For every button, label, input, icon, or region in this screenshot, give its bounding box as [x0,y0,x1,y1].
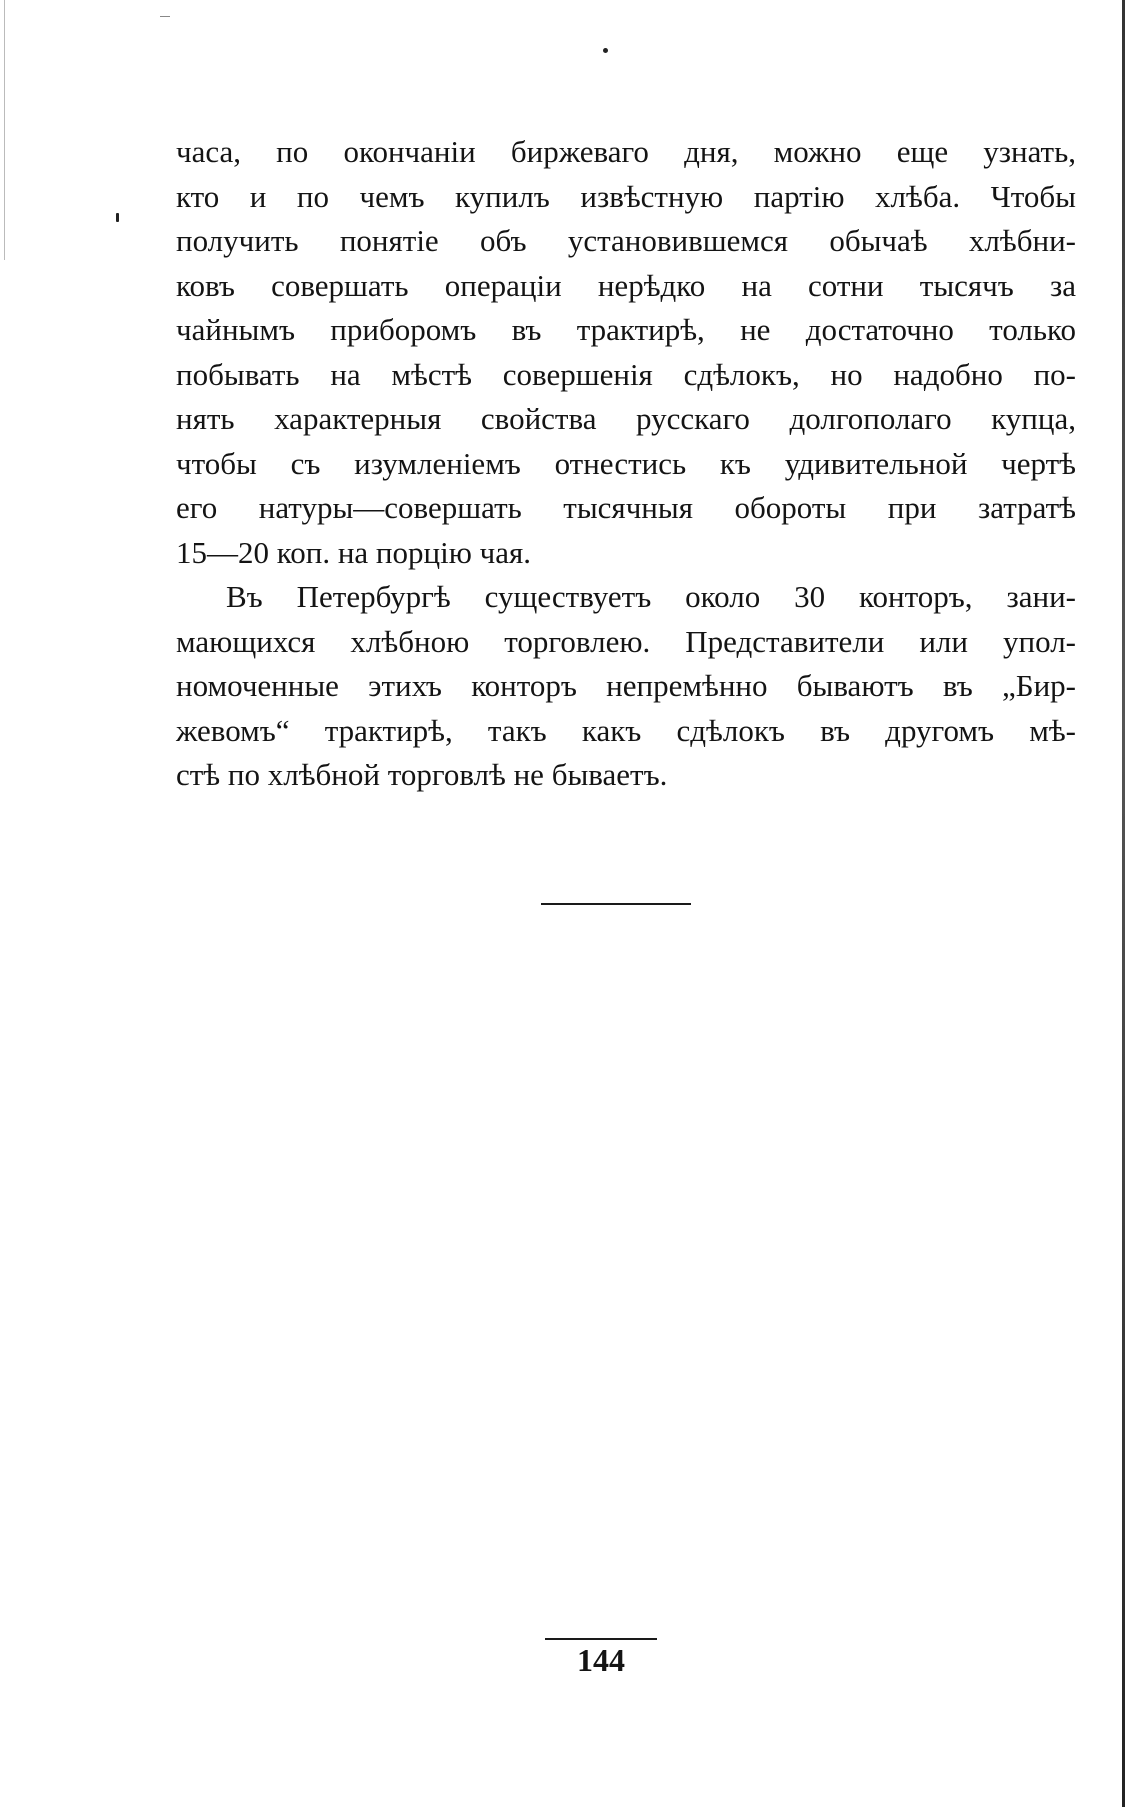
text-line: стѣ по хлѣбной торговлѣ не бываетъ. [176,757,668,792]
text-line: 15—20 коп. на порцiю чая. [176,534,531,570]
text-line: его натуры—совершать тысячныя обороты при затратѣ [176,490,1076,525]
section-divider [541,903,691,905]
text-line: жевомъ“ трактирѣ, такъ какъ сдѣлокъ въ другомъ мѣ- [176,712,1076,748]
scan-speck [160,16,170,17]
paragraph-2 [176,575,1076,798]
text-line: получить понятiе объ установившемся обычаѣ хлѣбни- [176,223,1076,258]
text-line: нять характерныя свойства русскаго долгополаго купца, [176,401,1076,436]
text-line: кто и по чемъ купилъ извѣстную партiю хлѣба. Чтобы [176,178,1076,214]
scan-edge-left [4,0,5,260]
scan-speck [116,213,119,222]
paragraph-1 [176,130,1076,575]
scan-speck [603,48,608,53]
text-line: мающихся хлѣбною торговлею. Представители или упол- [176,623,1076,659]
text-line: побывать на мѣстѣ совершенiя сдѣлокъ, но надобно по- [176,356,1076,392]
text-line: ковъ совершать операцiи нерѣдко на сотни тысячъ за [176,267,1076,303]
text-line: часа, по окончанiи биржеваго дня, можно еще узнать, [176,134,1076,169]
scan-edge-right [1122,0,1125,1807]
text-line: номоченные этихъ конторъ непремѣнно бываютъ въ „Бир- [176,668,1076,703]
text-line: чайнымъ приборомъ въ трактирѣ, не достаточно только [176,312,1076,347]
text-line: чтобы съ изумленiемъ отнестись къ удивительной чертѣ [176,445,1076,481]
page-number: 144 [577,1642,625,1678]
text-line: Въ Петербургѣ существуетъ около 30 конторъ, зани- [226,579,1076,614]
